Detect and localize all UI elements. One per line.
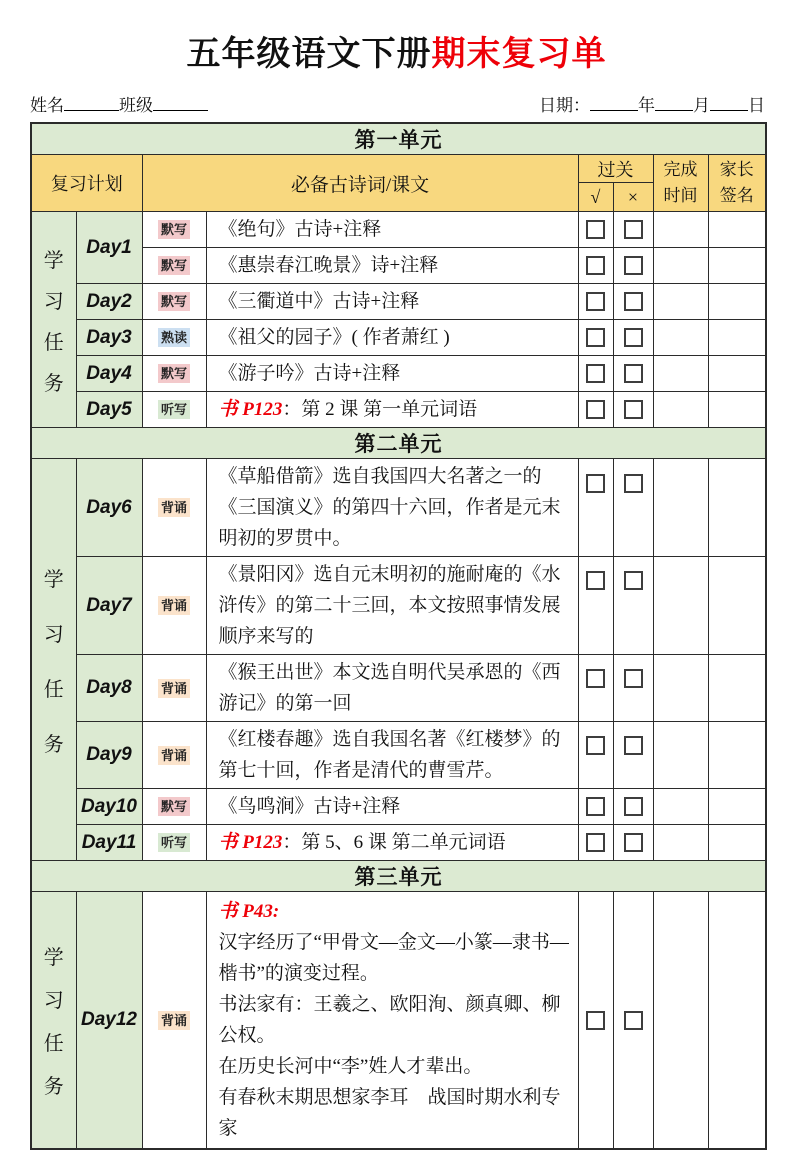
parent-sign-cell	[708, 825, 766, 861]
tag-recite: 背诵	[158, 679, 190, 698]
name-class-line	[30, 91, 208, 116]
month-label: 月	[693, 96, 710, 115]
finish-time-cell	[653, 557, 708, 655]
pass-cell	[578, 392, 613, 428]
header-finish-line2: 时间	[663, 186, 698, 205]
header-check-mark: √	[578, 183, 613, 212]
task-text	[206, 892, 578, 1150]
finish-time-cell	[653, 825, 708, 861]
day-blank	[710, 96, 748, 111]
parent-sign-cell	[708, 248, 766, 284]
table-row	[31, 123, 766, 155]
table-row	[31, 248, 766, 284]
finish-time-cell	[653, 722, 708, 789]
name-label: 姓名	[30, 96, 64, 115]
pass-checkbox[interactable]	[586, 328, 605, 347]
header-cross-mark: ×	[613, 183, 653, 212]
header-plan: 复习计划	[31, 155, 142, 212]
parent-sign-cell	[708, 320, 766, 356]
task-text: 《三衢道中》古诗+注释	[206, 284, 578, 320]
fail-cell	[613, 655, 653, 722]
table-row	[31, 825, 766, 861]
pass-checkbox[interactable]	[586, 292, 605, 311]
table-row	[31, 892, 766, 1150]
tag-dictation: 默写	[158, 364, 190, 383]
fail-checkbox[interactable]	[624, 833, 643, 852]
task-text: 《游子吟》古诗+注释	[206, 356, 578, 392]
pass-cell	[578, 320, 613, 356]
table-row	[31, 428, 766, 459]
table-row	[31, 861, 766, 892]
side-label-study-tasks: 学 习 任 务	[31, 212, 76, 428]
finish-time-cell	[653, 356, 708, 392]
day-label: Day4	[76, 356, 142, 392]
task-type-tag-cell	[142, 320, 206, 356]
pass-cell	[578, 825, 613, 861]
parent-sign-cell	[708, 655, 766, 722]
pass-checkbox[interactable]	[586, 400, 605, 419]
fail-checkbox[interactable]	[624, 571, 643, 590]
name-blank	[64, 96, 119, 111]
review-table	[30, 122, 767, 1150]
fail-cell	[613, 356, 653, 392]
tag-recite: 背诵	[158, 746, 190, 765]
table-row	[31, 320, 766, 356]
day-label: Day6	[76, 459, 142, 557]
header-finish-line1: 完成	[663, 160, 698, 179]
task-type-tag-cell	[142, 212, 206, 248]
side-label-study-tasks: 学 习 任 务	[31, 459, 76, 861]
tag-dictation: 默写	[158, 292, 190, 311]
pass-cell	[578, 789, 613, 825]
tag-read-fluently: 熟读	[158, 328, 190, 347]
fail-cell	[613, 892, 653, 1150]
fail-checkbox[interactable]	[624, 256, 643, 275]
day-label: Day8	[76, 655, 142, 722]
finish-time-cell	[653, 655, 708, 722]
fail-cell	[613, 557, 653, 655]
pass-cell	[578, 248, 613, 284]
task-type-tag-cell	[142, 557, 206, 655]
pass-checkbox[interactable]	[586, 1011, 605, 1030]
parent-sign-cell	[708, 212, 766, 248]
pass-cell	[578, 212, 613, 248]
tag-dictation: 默写	[158, 256, 190, 275]
year-blank	[590, 96, 638, 111]
header-parent-sign	[708, 155, 766, 212]
task-text: 《绝句》古诗+注释	[206, 212, 578, 248]
fail-checkbox[interactable]	[624, 797, 643, 816]
finish-time-cell	[653, 212, 708, 248]
task-text: 书 P123：第 2 课 第一单元词语	[206, 392, 578, 428]
task-paragraph: 书法家有：王羲之、欧阳洵、颜真卿、柳公权。	[218, 994, 561, 1046]
parent-sign-cell	[708, 284, 766, 320]
unit-1-header: 第一单元	[31, 123, 766, 155]
class-blank	[153, 96, 208, 111]
unit-2-header: 第二单元	[31, 428, 766, 459]
task-type-tag-cell	[142, 892, 206, 1150]
day-label: Day10	[76, 789, 142, 825]
task-type-tag-cell	[142, 392, 206, 428]
task-paragraph: 有春秋末期思想家李耳 战国时期水利专家	[218, 1087, 561, 1139]
table-row	[31, 655, 766, 722]
task-type-tag-cell	[142, 248, 206, 284]
month-blank	[655, 96, 693, 111]
day-label: Day3	[76, 320, 142, 356]
book-page-ref: 书 P123	[218, 399, 283, 420]
pass-checkbox[interactable]	[586, 364, 605, 383]
class-label: 班级	[119, 96, 153, 115]
table-row	[31, 392, 766, 428]
tag-listen-write: 听写	[158, 833, 190, 852]
finish-time-cell	[653, 284, 708, 320]
pass-checkbox[interactable]	[586, 736, 605, 755]
page-title-black: 五年级语文下册	[186, 36, 432, 73]
finish-time-cell	[653, 392, 708, 428]
header-finish-time	[653, 155, 708, 212]
task-type-tag-cell	[142, 356, 206, 392]
book-page-ref: 书 P43:	[218, 901, 280, 922]
task-text: 《景阳冈》选自元末明初的施耐庵的《水浒传》的第二十三回，本文按照事情发展顺序来写的	[206, 557, 578, 655]
day-label: 日	[748, 96, 765, 115]
pass-checkbox[interactable]	[586, 256, 605, 275]
task-text: 《祖父的园子》( 作者萧红 )	[206, 320, 578, 356]
fail-checkbox[interactable]	[624, 736, 643, 755]
page-title-red: 期末复习单	[431, 36, 607, 73]
year-label: 年	[638, 96, 655, 115]
pass-checkbox[interactable]	[586, 474, 605, 493]
day-label: Day5	[76, 392, 142, 428]
finish-time-cell	[653, 248, 708, 284]
task-type-tag-cell	[142, 789, 206, 825]
table-row	[31, 722, 766, 789]
fail-checkbox[interactable]	[624, 400, 643, 419]
finish-time-cell	[653, 320, 708, 356]
parent-sign-cell	[708, 722, 766, 789]
parent-sign-cell	[708, 789, 766, 825]
task-type-tag-cell	[142, 459, 206, 557]
task-text: 《惠崇春江晚景》诗+注释	[206, 248, 578, 284]
fail-cell	[613, 459, 653, 557]
fail-cell	[613, 825, 653, 861]
tag-recite: 背诵	[158, 596, 190, 615]
meta-line	[30, 91, 765, 116]
day-label: Day9	[76, 722, 142, 789]
fail-cell	[613, 248, 653, 284]
side-label-study-tasks: 学 习 任 务	[31, 892, 76, 1150]
table-row	[31, 557, 766, 655]
task-paragraph: 在历史长河中“李”姓人才辈出。	[218, 1056, 483, 1077]
fail-checkbox[interactable]	[624, 292, 643, 311]
pass-checkbox[interactable]	[586, 571, 605, 590]
header-sign-line2: 签名	[719, 186, 754, 205]
parent-sign-cell	[708, 392, 766, 428]
table-row	[31, 284, 766, 320]
parent-sign-cell	[708, 356, 766, 392]
fail-cell	[613, 284, 653, 320]
tag-recite: 背诵	[158, 498, 190, 517]
tag-dictation: 默写	[158, 797, 190, 816]
fail-cell	[613, 392, 653, 428]
day-label: Day12	[76, 892, 142, 1150]
pass-checkbox[interactable]	[586, 220, 605, 239]
pass-cell	[578, 557, 613, 655]
task-text: 《红楼春趣》选自我国名著《红楼梦》的第七十回，作者是清代的曹雪芹。	[206, 722, 578, 789]
task-text: 《鸟鸣涧》古诗+注释	[206, 789, 578, 825]
book-page-ref: 书 P123	[218, 832, 283, 853]
table-row	[31, 212, 766, 248]
fail-checkbox[interactable]	[624, 1011, 643, 1030]
date-label: 日期：	[539, 96, 590, 115]
finish-time-cell	[653, 459, 708, 557]
fail-cell	[613, 789, 653, 825]
pass-cell	[578, 892, 613, 1150]
tag-recite: 背诵	[158, 1011, 190, 1030]
table-row	[31, 155, 766, 183]
parent-sign-cell	[708, 557, 766, 655]
task-type-tag-cell	[142, 825, 206, 861]
pass-cell	[578, 655, 613, 722]
page-title	[0, 26, 793, 75]
task-type-tag-cell	[142, 722, 206, 789]
fail-cell	[613, 320, 653, 356]
fail-checkbox[interactable]	[624, 474, 643, 493]
date-line	[539, 91, 765, 116]
fail-checkbox[interactable]	[624, 364, 643, 383]
pass-checkbox[interactable]	[586, 797, 605, 816]
header-sign-line1: 家长	[719, 160, 754, 179]
table-row	[31, 789, 766, 825]
day-label: Day7	[76, 557, 142, 655]
pass-checkbox[interactable]	[586, 669, 605, 688]
finish-time-cell	[653, 892, 708, 1150]
header-pass: 过关	[578, 155, 653, 183]
task-text: 书 P123：第 5、6 课 第二单元词语	[206, 825, 578, 861]
table-row	[31, 356, 766, 392]
parent-sign-cell	[708, 459, 766, 557]
task-text: 《猴王出世》本文选自明代吴承恩的《西游记》的第一回	[206, 655, 578, 722]
unit-3-header: 第三单元	[31, 861, 766, 892]
header-required-texts: 必备古诗词/课文	[142, 155, 578, 212]
pass-cell	[578, 356, 613, 392]
task-paragraph: 汉字经历了“甲骨文—金文—小篆—隶书—楷书”的演变过程。	[218, 932, 569, 984]
fail-cell	[613, 722, 653, 789]
tag-dictation: 默写	[158, 220, 190, 239]
pass-cell	[578, 284, 613, 320]
fail-checkbox[interactable]	[624, 669, 643, 688]
task-type-tag-cell	[142, 284, 206, 320]
pass-checkbox[interactable]	[586, 833, 605, 852]
parent-sign-cell	[708, 892, 766, 1150]
table-row	[31, 459, 766, 557]
fail-cell	[613, 212, 653, 248]
fail-checkbox[interactable]	[624, 328, 643, 347]
tag-listen-write: 听写	[158, 400, 190, 419]
task-type-tag-cell	[142, 655, 206, 722]
fail-checkbox[interactable]	[624, 220, 643, 239]
pass-cell	[578, 459, 613, 557]
day-label: Day1	[76, 212, 142, 284]
day-label: Day2	[76, 284, 142, 320]
day-label: Day11	[76, 825, 142, 861]
task-text: 《草船借箭》选自我国四大名著之一的《三国演义》的第四十六回，作者是元末明初的罗贯中。	[206, 459, 578, 557]
finish-time-cell	[653, 789, 708, 825]
pass-cell	[578, 722, 613, 789]
